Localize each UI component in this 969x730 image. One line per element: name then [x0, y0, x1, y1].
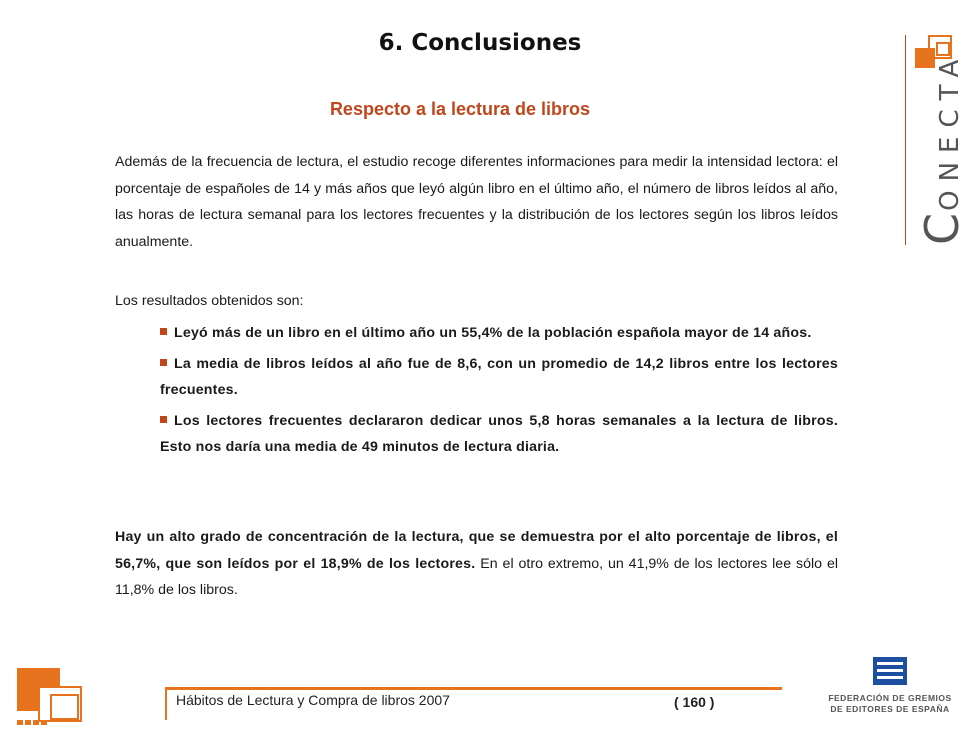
footer-report-title: Hábitos de Lectura y Compra de libros 2007 [176, 692, 450, 708]
bullet-text: Leyó más de un libro en el último año un 55,4% de la población española mayor de 14 años. [174, 325, 812, 341]
logo-divider [905, 35, 906, 245]
bullet-square-icon [160, 416, 167, 423]
publisher-name: FEDERACIÓN DE GREMIOS DE EDITORES DE ESPAÑA [828, 693, 952, 714]
concentration-rest-text: En el otro extremo, un 41,9% de los lectores lee sólo el 11,8% de los libros. [115, 555, 838, 598]
results-intro: Los resultados obtenidos son: [115, 293, 304, 309]
bullet-square-icon [160, 359, 167, 366]
bullet-text: Los lectores frecuentes declararon dedicar unos 5,8 horas semanales a la lectura de libros. Esto nos daría una media de 49 minutos de lectura diaria. [160, 412, 838, 455]
fgee-logo-icon [873, 657, 907, 685]
concentration-bold-text: Hay un alto grado de concentración de la lectura, que se demuestra por el alto porcentaje de libros, el 56,7%, que son leídos por el 18,9% de los lectores. [115, 529, 838, 572]
footer-rule-vertical [165, 687, 167, 720]
concentration-paragraph [115, 524, 838, 604]
intro-paragraph: Además de la frecuencia de lectura, el estudio recoge diferentes informaciones para medir la intensidad lectora: el porcentaje de españoles de 14 y más años que leyó algún libro en el último año, el número de libros leídos al año, las horas de lectura semanal para los lectores frecuentes y la distribución de los lectores según los libros leídos anualmente. [115, 154, 838, 250]
bullet-square-icon [160, 328, 167, 335]
results-list [160, 320, 838, 465]
page-title: 6. Conclusiones [378, 30, 582, 56]
bullet-text: La media de libros leídos al año fue de 8,6, con un promedio de 14,2 libros entre los lectores frecuentes. [160, 355, 838, 398]
page-number: ( 160 ) [674, 694, 715, 710]
list-item [160, 408, 838, 461]
footer-rule [165, 687, 782, 690]
list-item [160, 351, 838, 404]
section-subtitle: Respecto a la lectura de libros [329, 99, 591, 119]
list-item [160, 320, 838, 347]
conecta-logo: CONECTA [915, 50, 969, 245]
